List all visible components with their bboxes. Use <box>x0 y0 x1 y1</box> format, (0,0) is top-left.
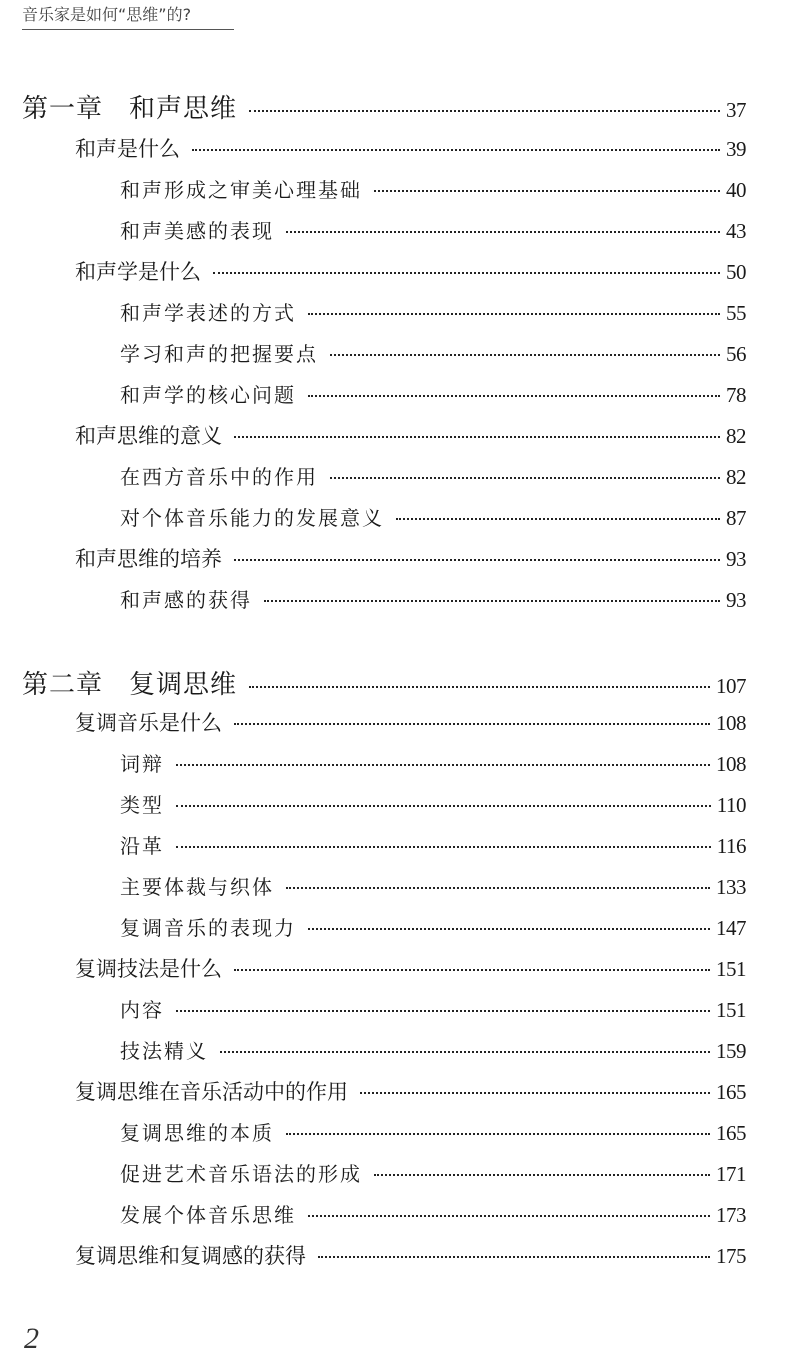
toc-chapter-1 <box>22 88 746 125</box>
page-number: 175 <box>716 1244 746 1268</box>
page-number: 43 <box>726 219 746 243</box>
page-number: 39 <box>726 137 746 161</box>
toc-subsection <box>120 174 746 203</box>
subsection-title: 词辩 <box>120 752 164 776</box>
section-title: 复调思维在音乐活动中的作用 <box>75 1080 348 1104</box>
leader-dots <box>286 1133 710 1135</box>
page-number: 55 <box>726 301 746 325</box>
leader-dots <box>308 1215 710 1217</box>
leader-dots <box>234 559 720 561</box>
page-number: 82 <box>726 424 746 448</box>
subsection-title: 促进艺术音乐语法的形成 <box>120 1162 362 1186</box>
leader-dots <box>249 686 710 688</box>
toc-subsection <box>120 461 746 490</box>
subsection-title: 发展个体音乐思维 <box>120 1203 296 1227</box>
page-number: 107 <box>716 674 746 698</box>
page-number: 133 <box>716 875 746 899</box>
toc-subsection <box>120 1035 746 1064</box>
leader-dots <box>286 887 710 889</box>
toc-subsection <box>120 502 746 531</box>
leader-dots <box>308 313 720 315</box>
subsection-title: 沿革 <box>120 834 164 858</box>
subsection-title: 和声美感的表现 <box>120 219 274 243</box>
page-number: 171 <box>716 1162 746 1186</box>
leader-dots <box>176 805 711 807</box>
subsection-title: 复调音乐的表现力 <box>120 916 296 940</box>
leader-dots <box>220 1051 710 1053</box>
page-number: 87 <box>726 506 746 530</box>
subsection-title: 和声学的核心问题 <box>120 383 296 407</box>
toc-section <box>75 953 746 983</box>
toc-section <box>75 1076 746 1106</box>
section-title: 复调音乐是什么 <box>75 711 222 735</box>
toc-subsection <box>120 584 746 613</box>
subsection-title: 在西方音乐中的作用 <box>120 465 318 489</box>
subsection-title: 对个体音乐能力的发展意义 <box>120 506 384 530</box>
page-number: 37 <box>726 98 746 122</box>
toc-subsection <box>120 789 746 818</box>
leader-dots <box>396 518 720 520</box>
toc-subsection <box>120 379 746 408</box>
leader-dots <box>308 395 720 397</box>
page-number: 110 <box>716 793 746 817</box>
page-number: 147 <box>716 916 746 940</box>
leader-dots <box>176 1010 710 1012</box>
section-title: 和声思维的意义 <box>75 424 222 448</box>
subsection-title: 学习和声的把握要点 <box>120 342 318 366</box>
toc-subsection <box>120 215 746 244</box>
section-title: 和声学是什么 <box>75 260 201 284</box>
page-number: 50 <box>726 260 746 284</box>
page-number: 93 <box>726 547 746 571</box>
toc-section <box>75 420 746 450</box>
toc-subsection <box>120 338 746 367</box>
chapter-title: 第一章 和声思维 <box>22 94 238 124</box>
leader-dots <box>374 1174 710 1176</box>
page-number: 151 <box>716 998 746 1022</box>
page-number: 165 <box>716 1080 746 1104</box>
section-title: 和声思维的培养 <box>75 547 222 571</box>
chapter-title: 第二章 复调思维 <box>22 670 238 700</box>
leader-dots <box>213 272 720 274</box>
toc-section <box>75 1240 746 1270</box>
leader-dots <box>318 1256 710 1258</box>
subsection-title: 和声形成之审美心理基础 <box>120 178 362 202</box>
running-head: 音乐家是如何“思维”的? <box>22 2 234 30</box>
toc-subsection <box>120 994 746 1023</box>
page-number: 159 <box>716 1039 746 1063</box>
leader-dots <box>330 477 720 479</box>
page-number: 151 <box>716 957 746 981</box>
toc-subsection <box>120 1117 746 1146</box>
page-number: 108 <box>716 752 746 776</box>
toc-subsection <box>120 297 746 326</box>
toc-section <box>75 543 746 573</box>
leader-dots <box>308 928 710 930</box>
page-number: 56 <box>726 342 746 366</box>
page-number: 173 <box>716 1203 746 1227</box>
leader-dots <box>249 110 720 112</box>
toc-section <box>75 133 746 163</box>
leader-dots <box>286 231 720 233</box>
toc-chapter-2 <box>22 664 746 701</box>
leader-dots <box>176 764 710 766</box>
leader-dots <box>360 1092 710 1094</box>
toc-section <box>75 707 746 737</box>
leader-dots <box>264 600 720 602</box>
section-title: 复调思维和复调感的获得 <box>75 1244 306 1268</box>
leader-dots <box>192 149 720 151</box>
toc-subsection <box>120 830 746 859</box>
leader-dots <box>234 723 710 725</box>
section-title: 复调技法是什么 <box>75 957 222 981</box>
subsection-title: 类型 <box>120 793 164 817</box>
page-number: 78 <box>726 383 746 407</box>
page-number: 165 <box>716 1121 746 1145</box>
toc-subsection <box>120 1199 746 1228</box>
subsection-title: 和声感的获得 <box>120 588 252 612</box>
toc-subsection <box>120 748 746 777</box>
leader-dots <box>330 354 720 356</box>
page-folio: 2 <box>24 1322 39 1355</box>
subsection-title: 主要体裁与织体 <box>120 875 274 899</box>
subsection-title: 技法精义 <box>120 1039 208 1063</box>
leader-dots <box>374 190 720 192</box>
toc-subsection <box>120 1158 746 1187</box>
leader-dots <box>234 436 720 438</box>
subsection-title: 和声学表述的方式 <box>120 301 296 325</box>
page-number: 40 <box>726 178 746 202</box>
page-number: 93 <box>726 588 746 612</box>
page-number: 116 <box>716 834 746 858</box>
subsection-title: 复调思维的本质 <box>120 1121 274 1145</box>
leader-dots <box>176 846 711 848</box>
page-number: 82 <box>726 465 746 489</box>
toc-subsection <box>120 912 746 941</box>
toc-subsection <box>120 871 746 900</box>
leader-dots <box>234 969 710 971</box>
toc-section <box>75 256 746 286</box>
section-title: 和声是什么 <box>75 137 180 161</box>
subsection-title: 内容 <box>120 998 164 1022</box>
page-number: 108 <box>716 711 746 735</box>
